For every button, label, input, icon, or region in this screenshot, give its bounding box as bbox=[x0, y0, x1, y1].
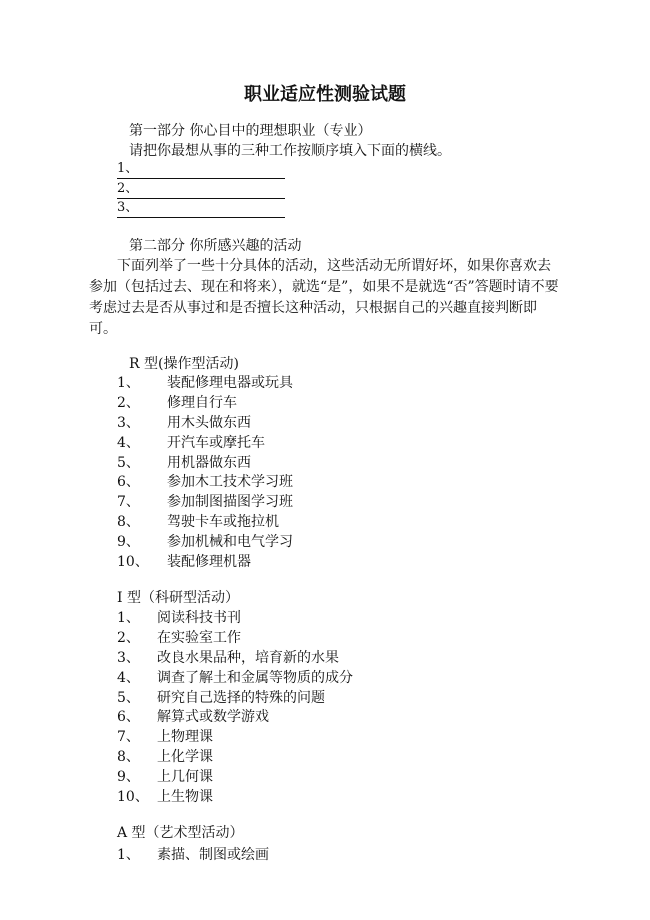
item-text: 装配修理电器或玩具 bbox=[167, 375, 293, 391]
item-number: 7、 bbox=[117, 494, 140, 511]
item-text: 上几何课 bbox=[157, 769, 213, 786]
blank-line-1[interactable]: 1、 bbox=[117, 160, 285, 179]
i-type-heading: I 型（科研型活动） bbox=[117, 590, 239, 606]
item-number: 10、 bbox=[117, 789, 149, 806]
item-number: 4、 bbox=[117, 669, 140, 686]
r-type-heading: R 型(操作型活动) bbox=[129, 356, 239, 372]
item-text: 在实验室工作 bbox=[157, 629, 241, 646]
item-number: 9、 bbox=[117, 769, 140, 786]
part1-instruction: 请把你最想从事的三种工作按顺序填入下面的横线。 bbox=[129, 143, 451, 159]
item-number: 3、 bbox=[117, 649, 140, 666]
part2-heading: 第二部分 你所感兴趣的活动 bbox=[129, 238, 302, 254]
item-number: 4、 bbox=[117, 434, 140, 451]
page-title: 职业适应性测验试题 bbox=[244, 84, 406, 105]
item-text: 上生物课 bbox=[157, 789, 213, 806]
item-text: 用木头做东西 bbox=[167, 414, 251, 431]
item-number: 9、 bbox=[117, 534, 140, 551]
item-text: 修理自行车 bbox=[167, 394, 237, 411]
item-number: 6、 bbox=[117, 474, 140, 491]
item-text: 调查了解土和金属等物质的成分 bbox=[157, 669, 353, 686]
item-number: 5、 bbox=[117, 689, 140, 706]
item-number: 2、 bbox=[117, 394, 140, 411]
part2-instructions: 下面列举了一些十分具体的活动，这些活动无所谓好坏，如果你喜欢去参加（包括过去、现在和将来），就选“是”，如果不是就选“否”答题时请不要考虑过去是否从事过和是否擅长这种活动，只根据自己的兴趣直接判断即可。 bbox=[89, 258, 559, 337]
item-number: 5、 bbox=[117, 454, 140, 471]
item-number: 1、 bbox=[117, 847, 140, 863]
item-text: 上化学课 bbox=[157, 749, 213, 766]
item-text: 装配修理机器 bbox=[167, 554, 251, 571]
item-text: 用机器做东西 bbox=[167, 454, 251, 471]
item-number: 10、 bbox=[117, 554, 149, 571]
item-number: 1、 bbox=[117, 375, 140, 391]
item-text: 参加机械和电气学习 bbox=[167, 534, 293, 551]
item-number: 8、 bbox=[117, 749, 140, 766]
item-text: 解算式或数学游戏 bbox=[157, 709, 269, 726]
item-text: 开汽车或摩托车 bbox=[167, 434, 265, 451]
item-text: 上物理课 bbox=[157, 729, 213, 746]
item-text: 素描、制图或绘画 bbox=[157, 847, 269, 863]
blank-line-2[interactable]: 2、 bbox=[117, 180, 285, 199]
item-number: 8、 bbox=[117, 514, 140, 531]
item-text: 驾驶卡车或拖拉机 bbox=[167, 514, 279, 531]
item-text: 改良水果品种，培育新的水果 bbox=[157, 649, 339, 666]
item-number: 1、 bbox=[117, 610, 140, 626]
part1-heading: 第一部分 你心目中的理想职业（专业） bbox=[129, 123, 372, 139]
blank-line-3[interactable]: 3、 bbox=[117, 199, 285, 218]
item-number: 3、 bbox=[117, 414, 140, 431]
a-type-heading: A 型（艺术型活动） bbox=[117, 825, 244, 841]
item-number: 7、 bbox=[117, 729, 140, 746]
item-text: 研究自己选择的特殊的问题 bbox=[157, 689, 325, 706]
item-text: 参加制图描图学习班 bbox=[167, 494, 293, 511]
item-number: 6、 bbox=[117, 709, 140, 726]
item-number: 2、 bbox=[117, 629, 140, 646]
item-text: 阅读科技书刊 bbox=[157, 610, 241, 626]
item-text: 参加木工技术学习班 bbox=[167, 474, 293, 491]
